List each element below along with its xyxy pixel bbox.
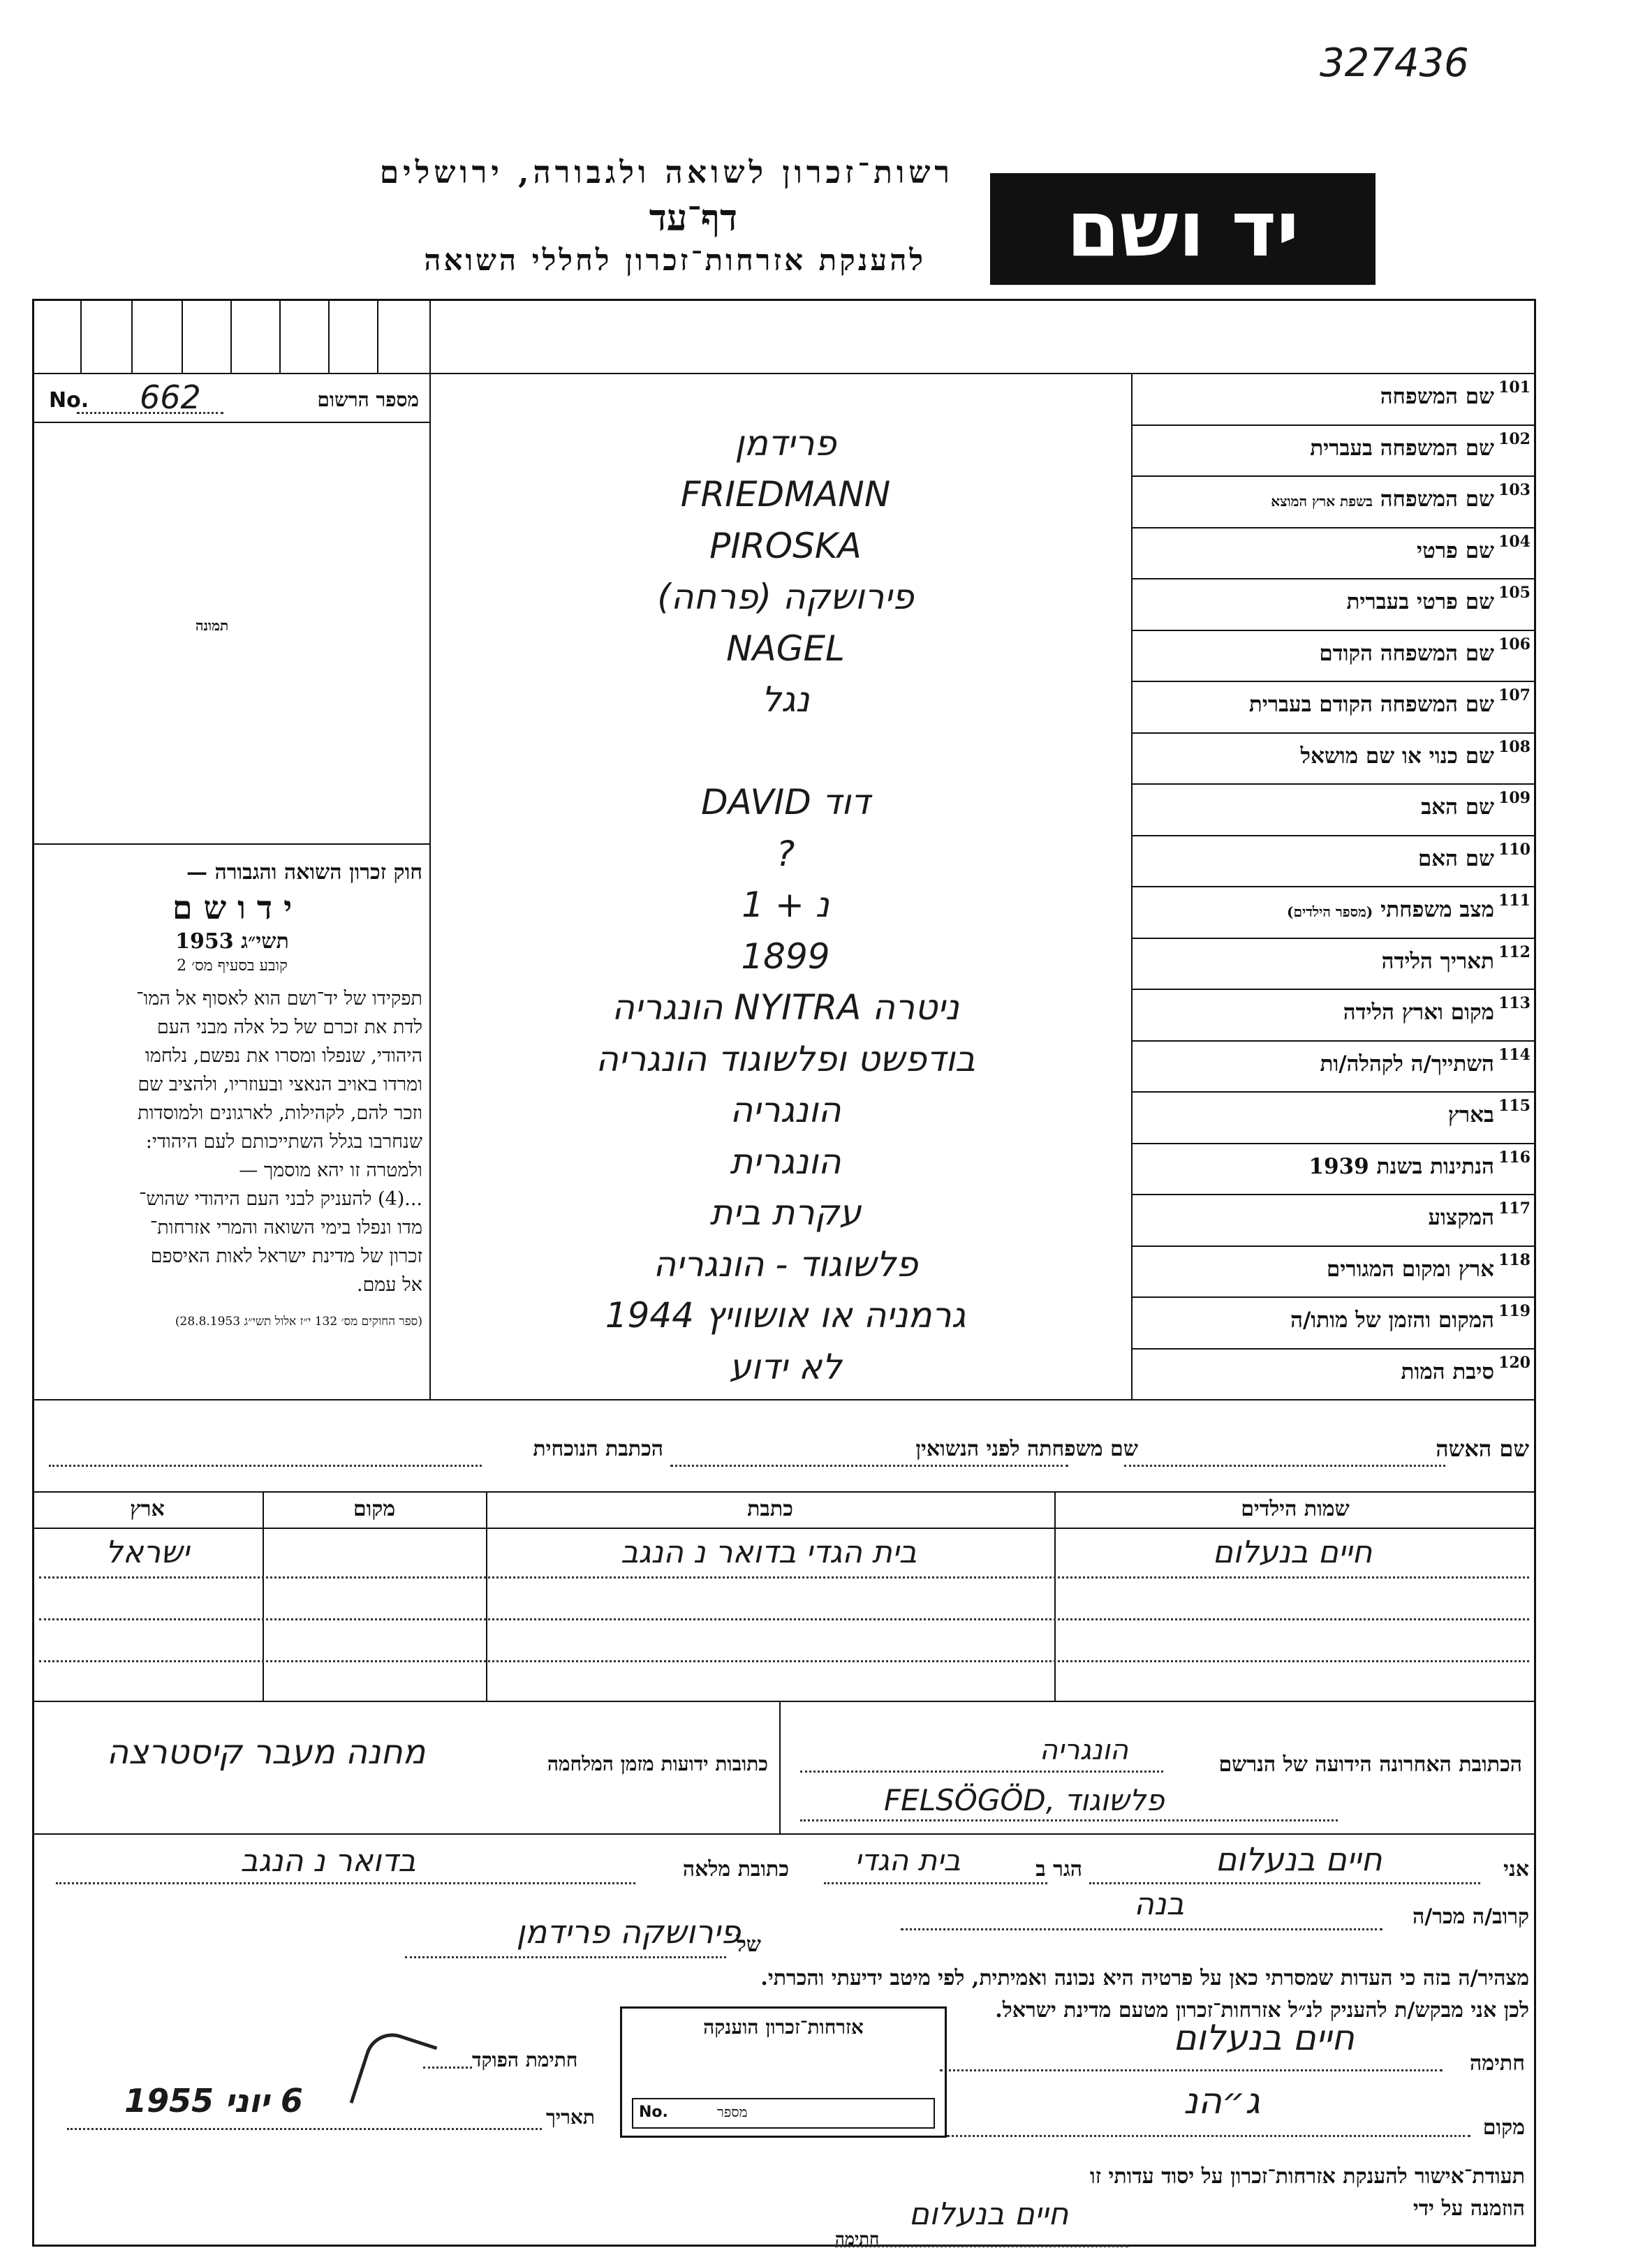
citizenship-stamp xyxy=(620,2006,947,2138)
officer-label: חתימת הפוקד xyxy=(472,2048,578,2071)
field-number: 114 xyxy=(1498,1045,1531,1064)
field-row xyxy=(429,835,1536,887)
field-number: 105 xyxy=(1498,584,1531,602)
field-label-text: השתייך/ה לקהלה/ות xyxy=(1320,1051,1494,1077)
field-label-text: שם המשפחה הקודם xyxy=(1319,640,1494,666)
field-label-text: שם פרטי xyxy=(1416,538,1494,563)
declaration-full-address-value: בדואר נ הנגב xyxy=(240,1843,416,1879)
field-label xyxy=(1249,692,1494,717)
field-number: 117 xyxy=(1498,1199,1531,1218)
law-title: חוק זכרון השואה והגבורה — xyxy=(186,860,422,885)
addresses-row xyxy=(32,1701,1536,1833)
last-address-value-2: FELSÖGÖD, פלשוגוד xyxy=(884,1783,1165,1817)
field-label-text: שם המשפחה הקודם בעברית xyxy=(1248,692,1494,717)
wartime-address-label: כתובות ידועות מזמן המלחמה xyxy=(547,1752,768,1775)
field-number: 110 xyxy=(1498,840,1531,859)
field-label xyxy=(1308,1154,1494,1179)
field-row xyxy=(429,578,1536,630)
law-line: שנחרבו בגלל השתייכותם לעם היהודי: xyxy=(145,1131,422,1153)
field-label-text: תאריך הלידה xyxy=(1381,948,1494,974)
spouse-maiden-label: שם משפחתה לפני הנשואין xyxy=(915,1437,1138,1461)
field-value: נ + 1 xyxy=(742,885,829,925)
field-label-text: המקום והזמן של מותו/ה xyxy=(1290,1308,1494,1333)
field-row xyxy=(429,1245,1536,1297)
field-number: 120 xyxy=(1498,1353,1531,1372)
registration-label: מספר הרשום xyxy=(317,388,419,411)
declaration-i-label: אני xyxy=(1503,1857,1529,1882)
field-value: ניטרה NYITRA הונגריה xyxy=(612,987,959,1028)
field-row xyxy=(429,527,1536,579)
law-body xyxy=(42,984,422,1299)
field-number: 116 xyxy=(1498,1148,1531,1167)
field-row xyxy=(429,1091,1536,1143)
field-value: פרידמן xyxy=(735,422,836,464)
field-number: 107 xyxy=(1498,686,1531,704)
field-number: 111 xyxy=(1498,892,1531,910)
field-row xyxy=(429,1143,1536,1195)
signature-value: חיים בנעלום xyxy=(1173,2018,1355,2058)
registration-no-value: 662 xyxy=(140,378,201,416)
field-value: פלשוגוד - הונגריה xyxy=(653,1243,918,1285)
field-label-text: שם האב xyxy=(1421,794,1494,820)
field-label-text: מצב משפחתי xyxy=(1380,897,1494,922)
declaration-relative-value: בנה xyxy=(1134,1886,1184,1922)
field-label-text: שם המשפחה בעברית xyxy=(1310,435,1494,461)
field-row xyxy=(429,938,1536,989)
field-row xyxy=(429,1348,1536,1400)
date-label: תאריך xyxy=(546,2106,595,2129)
field-row xyxy=(429,732,1536,784)
child-name: חיים בנעלום xyxy=(1212,1535,1373,1570)
field-label-text: שם האם xyxy=(1417,845,1494,871)
field-number: 119 xyxy=(1498,1302,1531,1320)
field-label xyxy=(1319,641,1494,666)
last-address-value-1: הונגריה xyxy=(1039,1734,1128,1766)
field-number: 103 xyxy=(1498,481,1531,499)
field-number: 102 xyxy=(1498,429,1531,448)
field-label xyxy=(1346,589,1494,614)
field-value: פירושקה (פרחה) xyxy=(657,577,914,617)
field-label xyxy=(1290,1308,1494,1333)
yad-vashem-logo xyxy=(990,173,1376,285)
field-row xyxy=(429,681,1536,732)
signature-label: חתימה xyxy=(1470,2051,1525,2076)
field-label-text: המקצוע xyxy=(1428,1205,1494,1230)
field-value: PIROSKA xyxy=(709,525,862,566)
field-value: גרמניה או אושוויץ 1944 xyxy=(605,1295,966,1336)
spouse-label: שם האשה xyxy=(1436,1435,1529,1462)
field-label-text: ארץ ומקום המגורים xyxy=(1326,1256,1494,1282)
children-table xyxy=(32,1491,1536,1701)
field-row xyxy=(429,630,1536,681)
field-row xyxy=(429,1296,1536,1348)
field-label xyxy=(1417,538,1494,563)
declaration-i-value: חיים בנעלום xyxy=(1215,1840,1382,1878)
field-value: הונגריה xyxy=(730,1090,841,1130)
field-label-text: שם כנוי או שם מושאל xyxy=(1300,743,1494,769)
law-year: תשי״ג 1953 xyxy=(175,929,289,954)
law-line: זכרון של מדינת ישראל לאות האיספם xyxy=(150,1245,422,1267)
field-number: 106 xyxy=(1498,635,1531,653)
children-header-address: כתבת xyxy=(747,1497,793,1521)
form-title: דף־עד xyxy=(649,197,737,239)
certificate-line-2: הוזמנה על ידי xyxy=(1413,2196,1525,2221)
law-line: היהודי, שנפלו ומסרו את נפשם, נלחמו xyxy=(145,1045,422,1067)
field-label xyxy=(1287,897,1494,922)
certificate-signature-label: חתימה xyxy=(835,2228,880,2249)
field-value: לא ידוע xyxy=(729,1346,842,1387)
field-row xyxy=(429,1040,1536,1092)
declaration-resides-label: הגר ב xyxy=(1035,1857,1082,1882)
field-number: 104 xyxy=(1498,532,1531,551)
law-name: י ד ו ש ם xyxy=(172,889,293,926)
stamp-title: אזרחות־זכרון הוענקה xyxy=(703,2016,864,2039)
declaration-resides-value: בית הגדי xyxy=(855,1843,961,1877)
field-value: נגל xyxy=(761,679,810,720)
field-number: 101 xyxy=(1498,378,1531,397)
field-label-note: בשפת ארץ המוצא xyxy=(1271,493,1373,510)
place-value: ג״הנ xyxy=(1183,2080,1260,2122)
field-value: FRIEDMANN xyxy=(680,474,891,515)
field-label-text: שם המשפחה xyxy=(1380,384,1494,409)
field-label xyxy=(1421,794,1494,820)
field-value: בודפשט ופלשוגוד הונגריה xyxy=(596,1038,975,1079)
law-clause: קובע בסעיף מס׳ 2 xyxy=(177,957,288,975)
field-value: ? xyxy=(776,833,795,874)
date-value: 6 יוני 1955 xyxy=(124,2082,303,2120)
children-header-names: שמות הילדים xyxy=(1241,1497,1350,1521)
field-label xyxy=(1327,1257,1494,1282)
field-label xyxy=(1310,436,1494,461)
form-subtitle: להענקת אזרחות־זכרון לחללי השואה xyxy=(424,243,926,277)
archive-number: 327436 xyxy=(1320,40,1469,86)
registration-no-label: No. xyxy=(49,388,89,413)
wartime-address-value: מחנה מעבר קיסטרצה xyxy=(106,1733,426,1772)
declaration-relative-label: קרוב/ה מכר/ה xyxy=(1413,1905,1529,1929)
certificate-area xyxy=(32,2164,1536,2248)
field-row xyxy=(429,475,1536,527)
law-line: מדו ונפלו בימי השואה והמרי אזרחות־ xyxy=(149,1217,422,1239)
field-number: 118 xyxy=(1498,1250,1531,1269)
child-address: בית הגדי בדואר נ הנגב xyxy=(620,1535,917,1570)
field-label xyxy=(1418,846,1494,871)
field-number: 109 xyxy=(1498,789,1531,807)
stamp-no-label: No. xyxy=(639,2104,668,2121)
field-row xyxy=(429,373,1536,424)
field-label xyxy=(1343,1000,1494,1025)
certificate-signature-value: חיים בנעלום xyxy=(908,2196,1069,2232)
logo-text: יד ושם xyxy=(1066,184,1299,274)
field-row xyxy=(429,424,1536,476)
field-number: 113 xyxy=(1498,994,1531,1012)
photo-label: תמונה xyxy=(196,617,229,634)
children-header-place: מקום xyxy=(353,1497,396,1521)
last-address-label: הכתובת האחרונה הידועה של הנרשם xyxy=(1218,1752,1522,1777)
field-label xyxy=(1271,487,1494,512)
field-label xyxy=(1300,744,1494,769)
declaration-of-label: של xyxy=(736,1932,761,1957)
law-box xyxy=(42,860,422,1329)
law-footnote: (ספר החוקים מס׳ 132 י״ז אלול תשי״ג 28.8.1953) xyxy=(175,1315,422,1329)
field-value: 1899 xyxy=(741,936,830,977)
field-value: DAVID דוד xyxy=(701,782,870,822)
law-line: וזכר להם, לקהילות, לארגונים ולמוסדות xyxy=(138,1102,422,1124)
signature-area xyxy=(32,2016,1536,2150)
field-number: 112 xyxy=(1498,942,1531,961)
field-label xyxy=(1401,1359,1494,1384)
field-row xyxy=(429,783,1536,835)
law-box-top xyxy=(32,843,429,845)
field-label xyxy=(1320,1051,1494,1077)
place-label: מקום xyxy=(1482,2115,1525,2140)
law-line: תפקידו של יד־ושם הוא לאסוף אל המו־ xyxy=(136,988,422,1010)
law-line: ומרדו באויב הנאצי ובעוזריו, ולהציב שם xyxy=(138,1074,422,1095)
field-value: עקרת בית xyxy=(709,1192,862,1233)
law-line: ...(4) להעניק לבני העם היהודי שהוש־ xyxy=(139,1188,422,1210)
stamp-number-label: מספר xyxy=(717,2104,748,2120)
certificate-line-1: תעודת־אישור להענקת אזרחות־זכרון על יסוד עדותי זו xyxy=(1090,2164,1525,2189)
spouse-address-label: הכתבת הנוכחית xyxy=(533,1437,663,1461)
field-row xyxy=(429,1194,1536,1245)
field-label-text: סיבת המות xyxy=(1401,1359,1494,1384)
authority-line: רשות־זכרון לשואה ולגבורה, ירושלים xyxy=(379,155,954,191)
law-line: לדת את זכרם של כל אלה מבני העם xyxy=(156,1017,422,1038)
field-label-text: הנתינות בשנת 1939 xyxy=(1308,1153,1494,1179)
field-label xyxy=(1380,384,1494,409)
field-number: 108 xyxy=(1498,737,1531,756)
declaration-full-address-label: כתובת מלאה xyxy=(682,1857,789,1882)
field-value: NAGEL xyxy=(726,628,845,669)
declaration-of-value: פירושקה פרידמן xyxy=(516,1913,741,1951)
field-label-text: שם המשפחה xyxy=(1380,487,1494,512)
children-header-country: ארץ xyxy=(130,1497,165,1521)
child-country: ישראל xyxy=(105,1535,190,1570)
field-number: 115 xyxy=(1498,1097,1531,1115)
field-label xyxy=(1382,949,1494,974)
field-row xyxy=(429,989,1536,1040)
law-line: אל עמם. xyxy=(356,1274,422,1296)
field-value: הונגרית xyxy=(730,1141,841,1182)
field-label-text: מקום וארץ הלידה xyxy=(1343,1000,1494,1025)
field-row xyxy=(429,886,1536,938)
law-line: ולמטרה זו יהא מוסמך — xyxy=(239,1160,422,1181)
field-label-text: שם פרטי בעברית xyxy=(1346,589,1494,614)
declaration-line-1: מצהיר/ה בזה כי העדות שמסרתי כאן על פרטיה היא נכונה ואמיתית, לפי מיטב ידיעתי והכרתי. xyxy=(760,1966,1529,1990)
field-label xyxy=(1448,1102,1494,1128)
declaration-line-2: לכן אני מבקש/ת להעניק לנ״ל אזרחות־זכרון מטעם מדינת ישראל. xyxy=(995,1998,1529,2023)
field-label xyxy=(1428,1205,1494,1230)
field-label-note: (מספר הילדים) xyxy=(1287,903,1373,920)
field-label-text: בארץ xyxy=(1447,1102,1494,1128)
